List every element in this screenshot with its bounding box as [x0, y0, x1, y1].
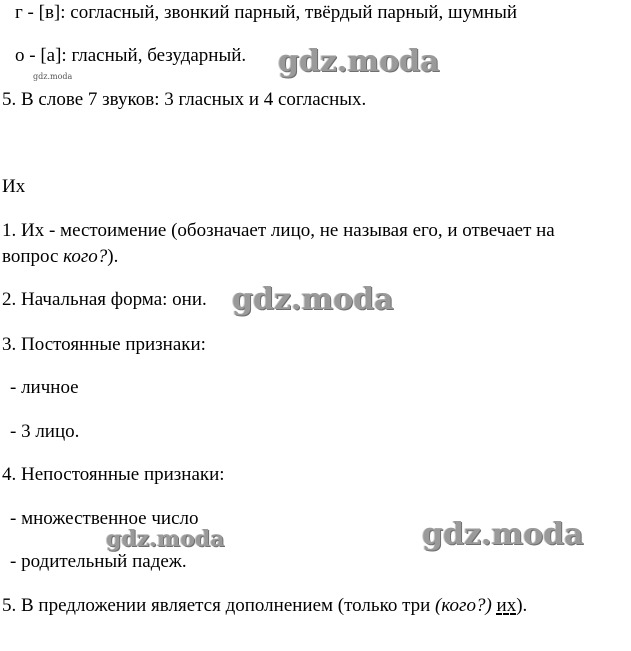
item1-continuation: [2, 246, 118, 268]
item1-text: вопрос: [2, 246, 64, 267]
item5-end: ).: [516, 595, 528, 616]
watermark: gdz.moda: [232, 282, 394, 317]
item4-line: 4. Непостоянные признаки:: [2, 464, 225, 485]
question-word: (кого?): [435, 595, 492, 616]
watermark: gdz.moda: [422, 517, 584, 552]
item2-line: 2. Начальная форма: они.: [2, 289, 207, 310]
item1-end: ).: [107, 246, 119, 267]
o-sound-line: о - [а]: гласный, безударный.: [15, 45, 247, 66]
underlined-word: их: [496, 595, 517, 616]
g-sound-line: г - [в]: согласный, звонкий парный, твёрдый парный, шумный: [15, 2, 518, 23]
watermark-small: gdz.moda: [33, 72, 73, 81]
item4-case: - родительный падеж.: [10, 551, 187, 572]
item3-personal: - личное: [10, 377, 79, 398]
item4-plural: - множественное число: [10, 508, 199, 529]
item5-text: 5. В предложении является дополнением (только три: [2, 595, 436, 616]
item5-line: [2, 595, 527, 617]
sounds-count-line: 5. В слове 7 звуков: 3 гласных и 4 согласных.: [2, 89, 367, 110]
item1-line: 1. Их - местоимение (обозначает лицо, не называя его, и отвечает на: [2, 220, 555, 241]
item3-line: 3. Постоянные признаки:: [2, 334, 206, 355]
watermark: gdz.moda: [106, 526, 225, 552]
item3-person: - 3 лицо.: [10, 421, 80, 442]
word-heading: Их: [2, 176, 26, 197]
question-word: кого?: [63, 246, 108, 267]
watermark: gdz.moda: [278, 44, 440, 79]
